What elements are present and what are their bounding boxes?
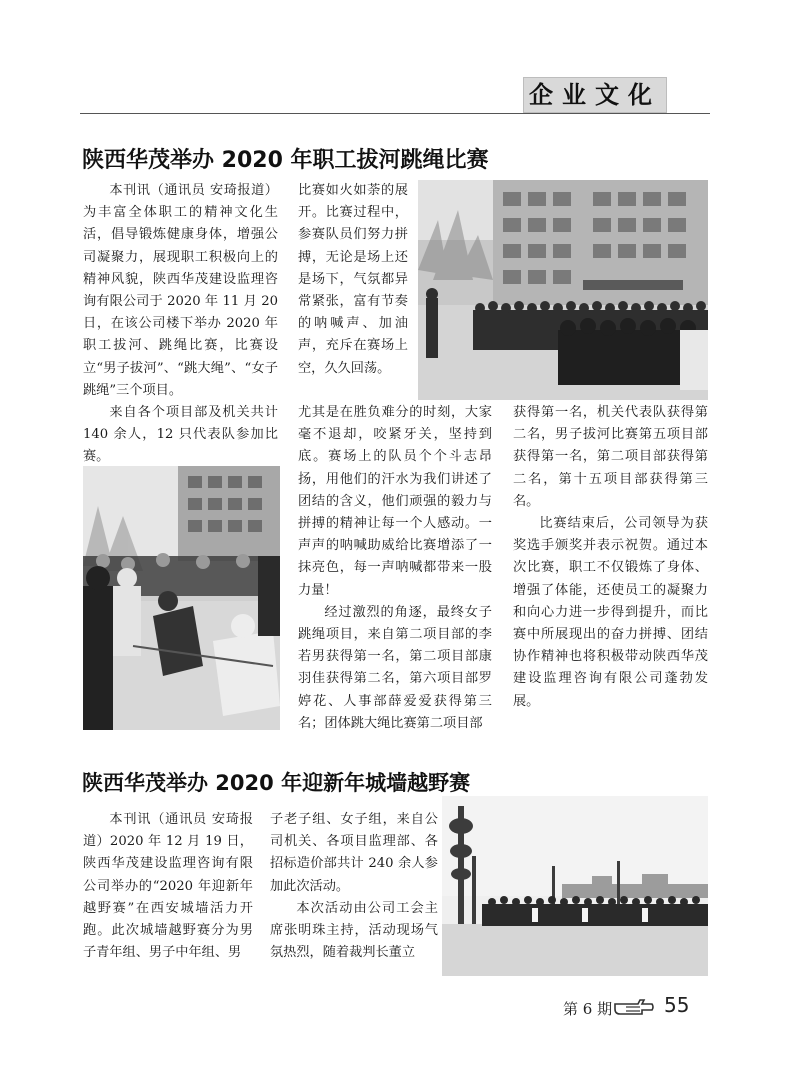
article1-column-2-wide [298,402,492,735]
city-wall-run-photo [442,796,708,976]
issue-number: 第 6 期 [563,1000,613,1018]
article1-column-2-narrow [298,180,408,380]
article1-col2-paragraph-2: 经过激烈的角逐，最终女子跳绳项目，来自第二项目部的李若男获得第一名，第二项目部康羽佳获得第二名，第六项目部罗婷花、人事部薛爱爱获得第三名；团体跳大绳比赛第二项目部 [298,604,492,731]
ceremony-photo [418,180,708,400]
article1-title: 陕西华茂举办 2020 年职工拔河跳绳比赛 [82,148,489,173]
article1-column-3 [513,402,708,713]
pointing-hand-icon [612,996,656,1018]
article1-col1-paragraph-2: 来自各个项目部及机关共计 140 余人，12 只代表队参加比赛。 [83,405,278,465]
article2-col2-paragraph-1: 子老子组、女子组，来自公司机关、各项目监理部、各招标造价部共计 240 余人参加此次活动。 [270,812,438,894]
article2-column-1 [83,809,253,964]
section-tag: 企业文化 [523,77,667,113]
article1-column-1 [83,180,278,491]
page-number: 55 [664,993,690,1017]
article1-col2-narrow-text: 比赛如火如荼的展开。比赛过程中，参赛队员们努力拼搏，无论是场上还是场下，气氛都异常紧张，富有节奏的呐喊声、加油声，充斥在赛场上空，久久回荡。 [298,183,408,376]
article1-col3-paragraph-2: 比赛结束后，公司领导为获奖选手颁奖并表示祝贺。通过本次比赛，职工不仅锻炼了身体、增强了体能，还使员工的凝聚力和向心力进一步得到提升，而比赛中所展现出的奋力拼搏、团结协作精神也将积极带动陕西华茂建设监理咨询有限公司蓬勃发展。 [513,516,708,709]
article2-col2-paragraph-2: 本次活动由公司工会主席张明珠主持，活动现场气氛热烈，随着裁判长董立 [270,900,438,961]
article2-column-2 [270,809,438,964]
tug-of-war-photo [83,466,280,730]
article2-col1-paragraph-1: 本刊讯（通讯员 安琦报道）2020 年 12 月 19 日，陕西华茂建设监理咨询有限公司举办的“2020 年迎新年越野赛”在西安城墙活力开跑。此次城墙越野赛分为男子青年组、男子中年组、男 [83,812,253,961]
header-rule [80,113,710,114]
article1-col3-paragraph-1: 获得第一名，机关代表队获得第二名，男子拔河比赛第五项目部获得第一名，第二项目部获得第二名，第十五项目部获得第三名。 [513,405,708,509]
article1-col2-paragraph-1: 尤其是在胜负难分的时刻，大家毫不退却，咬紧牙关，坚持到底。赛场上的队员个个斗志昂扬，用他们的汗水为我们讲述了团结的含义，他们顽强的毅力与拼搏的精神让每一个人感动。一声声的呐喊助威给比赛增添了一抹亮色，每一声呐喊都带来一股力量！ [298,405,492,598]
article2-title: 陕西华茂举办 2020 年迎新年城墙越野赛 [82,771,471,795]
article1-col1-paragraph-1: 本刊讯（通讯员 安琦报道）为丰富全体职工的精神文化生活，倡导锻炼健康身体，增强公司凝聚力，展现职工积极向上的精神风貌，陕西华茂建设监理咨询有限公司于 2020 年 11 月 20 日，在该公司楼下举办 2020 年职工拔河、跳绳比赛，比赛设立“男子拔河”、“跳大绳”、“女子跳绳”三个项目。 [83,183,278,398]
